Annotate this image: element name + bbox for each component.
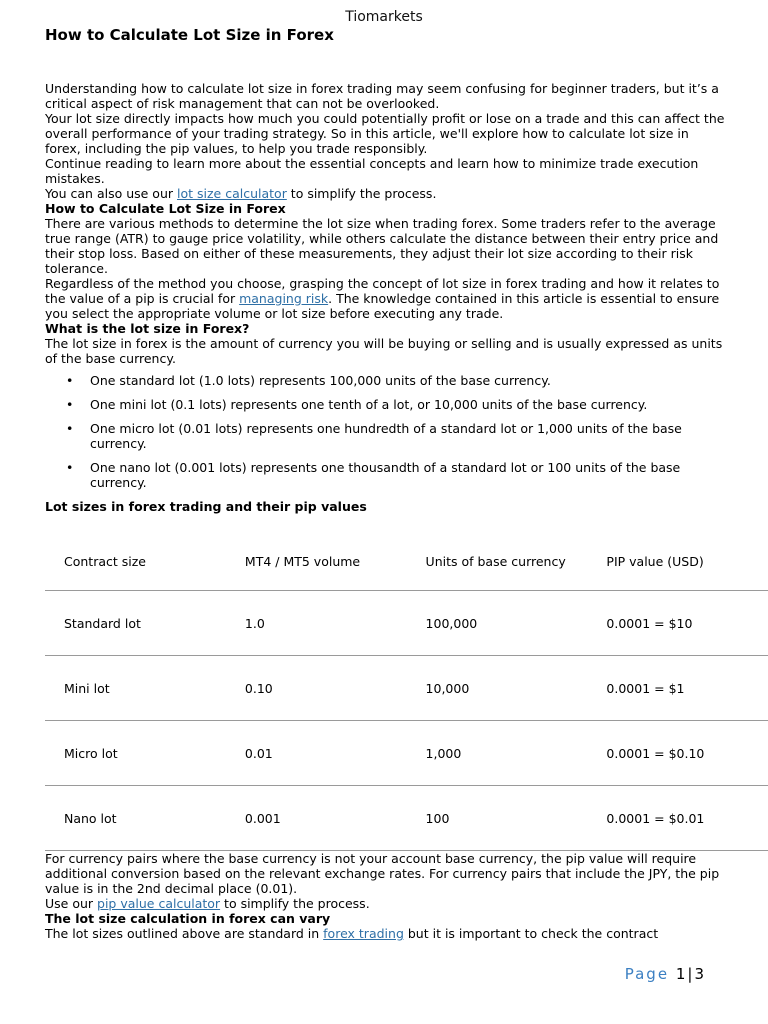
table-cell: 0.10 (226, 656, 407, 721)
table-header-cell: MT4 / MT5 volume (226, 533, 407, 591)
intro-paragraph-4: You can also use our lot size calculator to simplify the process. (45, 186, 437, 201)
table-cell: 100,000 (407, 591, 588, 656)
section-heading-can-vary: The lot size calculation in forex can vary (45, 911, 331, 926)
page-separator: | (687, 965, 695, 983)
table-row (45, 721, 768, 786)
page-label: Page (624, 965, 670, 983)
table-header-cell: PIP value (USD) (587, 533, 768, 591)
section3-paragraph-1: For currency pairs where the base currency is not your account base currency, the pip value will require additional conversion based on the relevant exchange rates. For currency pairs that include the JPY, the pip value is in the 2nd decimal place (0.01). (45, 851, 720, 896)
table-row (45, 591, 768, 656)
lot-size-table (45, 533, 768, 851)
section-heading-what-is-lot-size: What is the lot size in Forex? (45, 321, 250, 336)
table-header-cell: Units of base currency (407, 533, 588, 591)
managing-risk-link[interactable]: managing risk (239, 291, 329, 306)
table-row (45, 656, 768, 721)
table-cell: Standard lot (45, 591, 226, 656)
table-cell: 0.01 (226, 721, 407, 786)
list-item: • One standard lot (1.0 lots) represents 100,000 units of the base currency. (90, 373, 725, 388)
lot-types-list (45, 373, 725, 490)
section2-paragraph-1: The lot size in forex is the amount of currency you will be buying or selling and is usually expressed as units of the base currency. (45, 336, 723, 366)
table-cell: 100 (407, 786, 588, 851)
page-number (625, 965, 706, 983)
table-cell: Micro lot (45, 721, 226, 786)
table-header-cell: Contract size (45, 533, 226, 591)
list-item: • One nano lot (0.001 lots) represents one thousandth of a standard lot or 100 units of the base currency. (90, 460, 725, 490)
forex-trading-link[interactable]: forex trading (323, 926, 404, 941)
list-item: • One mini lot (0.1 lots) represents one tenth of a lot, or 10,000 units of the base currency. (90, 397, 725, 412)
section1-paragraph-2: Regardless of the method you choose, grasping the concept of lot size in forex trading and how it relates to the value of a pip is crucial for managing risk. The knowledge contained in this article is essential to ensure you select the appropriate volume or lot size before executing any trade. (45, 276, 720, 321)
table-cell: 1,000 (407, 721, 588, 786)
intro-paragraph-2: Your lot size directly impacts how much you could potentially profit or lose on a trade and this can affect the overall performance of your trading strategy. So in this article, we'll explore how to calculate lot size in forex, including the pip values, to help you trade responsibly. (45, 111, 725, 156)
intro-paragraph-1: Understanding how to calculate lot size in forex trading may seem confusing for beginner traders, but it’s a critical aspect of risk management that can not be overlooked. (45, 81, 719, 111)
table-cell: 1.0 (226, 591, 407, 656)
pip-value-calculator-link[interactable]: pip value calculator (97, 896, 221, 911)
table-cell: Nano lot (45, 786, 226, 851)
section1-paragraph-1: There are various methods to determine the lot size when trading forex. Some traders refer to the average true range (ATR) to gauge price volatility, while others calculate the distance between their entry price and their stop loss. Based on either of these measurements, they adjust their lot size according to their risk tolerance. (45, 216, 719, 276)
table-cell: 0.0001 = $0.10 (587, 721, 768, 786)
document-body (45, 81, 725, 941)
page-total: 3 (694, 965, 706, 983)
table-cell: Mini lot (45, 656, 226, 721)
table-cell: 0.0001 = $1 (587, 656, 768, 721)
list-item: • One micro lot (0.01 lots) represents one hundredth of a standard lot or 1,000 units of the base currency. (90, 421, 725, 451)
table-cell: 10,000 (407, 656, 588, 721)
header-brand: Tiomarkets (345, 9, 423, 25)
table-header-row (45, 533, 768, 591)
table-row (45, 786, 768, 851)
intro-paragraph-3: Continue reading to learn more about the essential concepts and learn how to minimize trade execution mistakes. (45, 156, 699, 186)
lot-size-calculator-link[interactable]: lot size calculator (177, 186, 287, 201)
section3-paragraph-3: The lot sizes outlined above are standard in forex trading but it is important to check the contract (45, 926, 659, 941)
section-heading-calculate: How to Calculate Lot Size in Forex (45, 201, 286, 216)
table-cell: 0.0001 = $0.01 (587, 786, 768, 851)
page-current: 1 (675, 965, 688, 983)
section3-paragraph-2: Use our pip value calculator to simplify the process. (45, 896, 370, 911)
table-cell: 0.0001 = $10 (587, 591, 768, 656)
table-caption: Lot sizes in forex trading and their pip values (45, 499, 367, 514)
table-cell: 0.001 (226, 786, 407, 851)
page-title: How to Calculate Lot Size in Forex (45, 26, 334, 44)
